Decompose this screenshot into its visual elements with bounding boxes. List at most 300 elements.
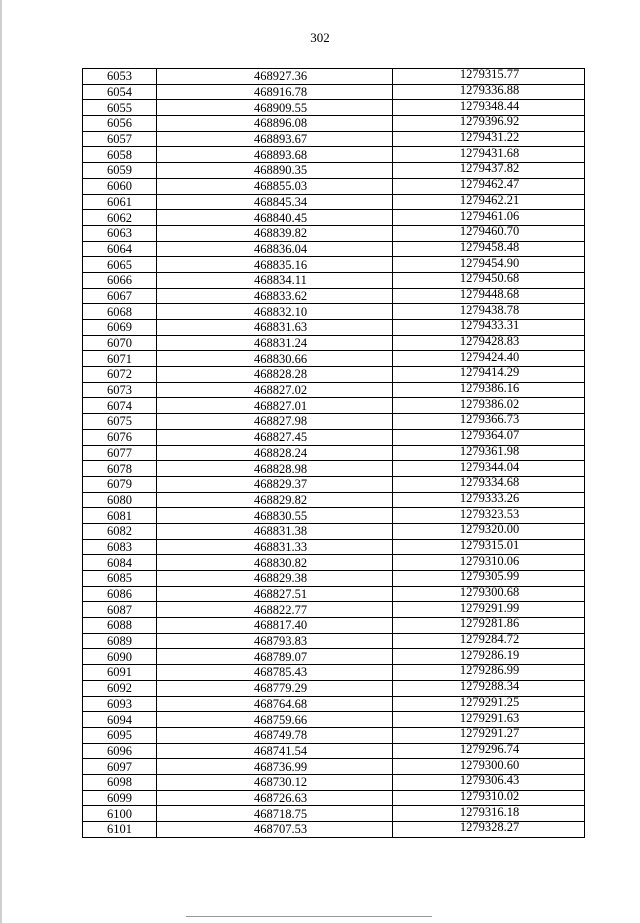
y-coordinate-cell — [393, 461, 585, 477]
point-number-text: 6079 — [107, 477, 132, 492]
y-coordinate-text: 1279291.99 — [459, 601, 520, 615]
y-coordinate-cell — [393, 696, 585, 712]
point-number-text: 6071 — [107, 351, 132, 366]
point-number-cell — [83, 602, 157, 618]
y-coordinate-text: 1279458.48 — [459, 241, 520, 254]
point-number-text: 6062 — [107, 210, 132, 225]
x-coordinate-cell — [157, 790, 393, 806]
table-row — [83, 665, 585, 681]
coordinates-table — [82, 68, 585, 838]
point-number-text: 6090 — [107, 649, 132, 664]
y-coordinate-cell — [393, 131, 585, 147]
point-number-text: 6063 — [107, 226, 132, 241]
table-row — [83, 461, 585, 477]
table-row — [83, 100, 585, 116]
table-row — [83, 351, 585, 367]
point-number-text: 6085 — [107, 571, 132, 586]
point-number-text: 6089 — [107, 634, 132, 649]
y-coordinate-cell — [393, 523, 585, 539]
x-coordinate-text: 468828.28 — [253, 367, 308, 382]
table-row — [83, 225, 585, 241]
table-row — [83, 163, 585, 179]
point-number-cell — [83, 680, 157, 696]
y-coordinate-text: 1279315.01 — [459, 539, 520, 552]
point-number-cell — [83, 539, 157, 555]
x-coordinate-cell — [157, 618, 393, 634]
point-number-cell — [83, 116, 157, 132]
table-row — [83, 445, 585, 461]
point-number-cell — [83, 555, 157, 571]
y-coordinate-cell — [393, 257, 585, 273]
point-number-cell — [83, 492, 157, 508]
y-coordinate-cell — [393, 508, 585, 524]
y-coordinate-text: 1279281.86 — [459, 617, 520, 631]
point-number-text: 6098 — [107, 775, 132, 790]
point-number-text: 6061 — [107, 194, 132, 209]
y-coordinate-text: 1279310.02 — [459, 790, 520, 803]
y-coordinate-text: 1279291.27 — [459, 727, 520, 741]
y-coordinate-cell — [393, 476, 585, 492]
x-coordinate-text: 468779.29 — [253, 681, 308, 696]
x-coordinate-cell — [157, 759, 393, 775]
x-coordinate-text: 468827.01 — [253, 398, 308, 413]
y-coordinate-text: 1279448.68 — [459, 288, 520, 301]
y-coordinate-cell — [393, 178, 585, 194]
point-number-cell — [83, 790, 157, 806]
x-coordinate-text: 468830.55 — [253, 508, 308, 523]
y-coordinate-text: 1279437.82 — [459, 162, 520, 176]
coordinates-table-body — [83, 69, 585, 838]
point-number-cell — [83, 194, 157, 210]
y-coordinate-text: 1279461.06 — [459, 209, 520, 223]
x-coordinate-cell — [157, 257, 393, 273]
x-coordinate-text: 468890.35 — [253, 163, 308, 178]
y-coordinate-text: 1279361.98 — [459, 445, 520, 458]
point-number-text: 6060 — [107, 179, 132, 194]
point-number-cell — [83, 633, 157, 649]
point-number-cell — [83, 523, 157, 539]
point-number-cell — [83, 210, 157, 226]
point-number-cell — [83, 288, 157, 304]
point-number-text: 6073 — [107, 383, 132, 398]
point-number-text: 6086 — [107, 587, 132, 602]
point-number-text: 6099 — [107, 790, 132, 805]
point-number-cell — [83, 727, 157, 743]
table-row — [83, 759, 585, 775]
table-row — [83, 178, 585, 194]
point-number-cell — [83, 696, 157, 712]
x-coordinate-text: 468828.24 — [253, 445, 308, 460]
point-number-cell — [83, 649, 157, 665]
y-coordinate-text: 1279424.40 — [459, 350, 520, 364]
point-number-cell — [83, 586, 157, 602]
x-coordinate-text: 468832.10 — [253, 304, 308, 319]
point-number-cell — [83, 100, 157, 116]
y-coordinate-text: 1279310.06 — [459, 554, 520, 568]
y-coordinate-cell — [393, 84, 585, 100]
table-row — [83, 602, 585, 618]
table-row — [83, 555, 585, 571]
point-number-cell — [83, 806, 157, 822]
x-coordinate-cell — [157, 272, 393, 288]
x-coordinate-text: 468834.11 — [254, 273, 307, 288]
x-coordinate-text: 468927.36 — [253, 69, 308, 84]
y-coordinate-text: 1279386.16 — [459, 382, 520, 396]
x-coordinate-cell — [157, 100, 393, 116]
y-coordinate-cell — [393, 163, 585, 179]
point-number-cell — [83, 147, 157, 163]
y-coordinate-cell — [393, 759, 585, 775]
x-coordinate-text: 468827.02 — [253, 383, 308, 398]
point-number-text: 6080 — [107, 492, 132, 507]
x-coordinate-cell — [157, 288, 393, 304]
point-number-cell — [83, 225, 157, 241]
point-number-text: 6094 — [107, 712, 132, 727]
y-coordinate-text: 1279438.78 — [459, 303, 520, 317]
table-row — [83, 523, 585, 539]
y-coordinate-cell — [393, 790, 585, 806]
point-number-text: 6101 — [107, 822, 132, 837]
x-coordinate-cell — [157, 69, 393, 85]
table-row — [83, 241, 585, 257]
point-number-cell — [83, 320, 157, 336]
table-row — [83, 116, 585, 132]
point-number-text: 6059 — [107, 163, 132, 178]
y-coordinate-text: 1279306.43 — [459, 774, 520, 788]
x-coordinate-text: 468893.68 — [253, 147, 308, 162]
y-coordinate-text: 1279286.99 — [459, 664, 520, 678]
y-coordinate-text: 1279364.07 — [459, 429, 520, 443]
point-number-text: 6100 — [107, 806, 132, 821]
y-coordinate-text: 1279460.70 — [459, 225, 520, 239]
y-coordinate-cell — [393, 539, 585, 555]
table-row — [83, 508, 585, 524]
point-number-text: 6074 — [107, 398, 132, 413]
x-coordinate-cell — [157, 571, 393, 587]
x-coordinate-cell — [157, 367, 393, 383]
point-number-cell — [83, 335, 157, 351]
x-coordinate-text: 468855.03 — [253, 179, 308, 194]
table-row — [83, 712, 585, 728]
point-number-cell — [83, 665, 157, 681]
point-number-text: 6069 — [107, 320, 132, 335]
table-row — [83, 304, 585, 320]
x-coordinate-text: 468831.63 — [253, 320, 308, 335]
table-row — [83, 696, 585, 712]
x-coordinate-cell — [157, 586, 393, 602]
point-number-text: 6068 — [107, 304, 132, 319]
x-coordinate-text: 468726.63 — [253, 790, 308, 805]
y-coordinate-text: 1279462.47 — [459, 178, 520, 192]
y-coordinate-cell — [393, 618, 585, 634]
y-coordinate-text: 1279462.21 — [459, 194, 520, 207]
point-number-cell — [83, 476, 157, 492]
y-coordinate-cell — [393, 712, 585, 728]
y-coordinate-cell — [393, 727, 585, 743]
point-number-text: 6092 — [107, 681, 132, 696]
y-coordinate-cell — [393, 774, 585, 790]
y-coordinate-text: 1279334.68 — [459, 476, 520, 490]
point-number-text: 6054 — [107, 85, 132, 100]
x-coordinate-cell — [157, 696, 393, 712]
table-row — [83, 618, 585, 634]
y-coordinate-text: 1279344.04 — [459, 460, 520, 474]
x-coordinate-cell — [157, 743, 393, 759]
point-number-text: 6065 — [107, 257, 132, 272]
table-row — [83, 367, 585, 383]
x-coordinate-text: 468829.82 — [253, 492, 308, 507]
x-coordinate-cell — [157, 147, 393, 163]
table-row — [83, 571, 585, 587]
y-coordinate-text: 1279431.22 — [459, 131, 520, 145]
table-row — [83, 743, 585, 759]
table-row — [83, 288, 585, 304]
y-coordinate-text: 1279454.90 — [459, 256, 520, 270]
x-coordinate-text: 468785.43 — [253, 665, 308, 680]
x-coordinate-cell — [157, 727, 393, 743]
y-coordinate-cell — [393, 492, 585, 508]
x-coordinate-text: 468829.38 — [253, 571, 308, 586]
point-number-cell — [83, 257, 157, 273]
x-coordinate-cell — [157, 523, 393, 539]
y-coordinate-cell — [393, 304, 585, 320]
y-coordinate-cell — [393, 225, 585, 241]
table-row — [83, 806, 585, 822]
y-coordinate-text: 1279431.68 — [459, 146, 520, 160]
scan-edge — [0, 0, 2, 923]
x-coordinate-text: 468828.98 — [253, 461, 308, 476]
y-coordinate-cell — [393, 147, 585, 163]
x-coordinate-cell — [157, 665, 393, 681]
table-row — [83, 774, 585, 790]
y-coordinate-cell — [393, 116, 585, 132]
y-coordinate-cell — [393, 272, 585, 288]
y-coordinate-text: 1279284.72 — [459, 633, 520, 647]
table-row — [83, 414, 585, 430]
x-coordinate-text: 468830.82 — [253, 555, 308, 570]
table-row — [83, 84, 585, 100]
table-row — [83, 320, 585, 336]
x-coordinate-text: 468736.99 — [253, 759, 308, 774]
point-number-cell — [83, 414, 157, 430]
y-coordinate-cell — [393, 571, 585, 587]
y-coordinate-cell — [393, 288, 585, 304]
y-coordinate-text: 1279300.68 — [459, 586, 520, 600]
y-coordinate-cell — [393, 335, 585, 351]
y-coordinate-text: 1279386.02 — [459, 397, 520, 411]
x-coordinate-text: 468916.78 — [253, 85, 308, 100]
x-coordinate-cell — [157, 116, 393, 132]
y-coordinate-text: 1279348.44 — [459, 99, 520, 113]
x-coordinate-cell — [157, 445, 393, 461]
y-coordinate-text: 1279315.77 — [459, 68, 520, 82]
x-coordinate-text: 468718.75 — [253, 806, 308, 821]
point-number-cell — [83, 712, 157, 728]
x-coordinate-text: 468741.54 — [253, 743, 308, 758]
x-coordinate-cell — [157, 320, 393, 336]
y-coordinate-text: 1279414.29 — [459, 366, 520, 380]
x-coordinate-cell — [157, 508, 393, 524]
x-coordinate-text: 468793.83 — [253, 634, 308, 649]
x-coordinate-text: 468759.66 — [253, 712, 308, 727]
x-coordinate-text: 468893.67 — [253, 132, 308, 147]
x-coordinate-text: 468896.08 — [253, 116, 308, 131]
y-coordinate-cell — [393, 822, 585, 838]
x-coordinate-cell — [157, 712, 393, 728]
y-coordinate-text: 1279323.53 — [459, 507, 520, 521]
point-number-text: 6096 — [107, 743, 132, 758]
point-number-text: 6084 — [107, 555, 132, 570]
x-coordinate-cell — [157, 429, 393, 445]
y-coordinate-cell — [393, 367, 585, 383]
point-number-text: 6091 — [107, 665, 132, 680]
y-coordinate-text: 1279433.31 — [459, 319, 520, 333]
y-coordinate-text: 1279291.63 — [459, 711, 520, 725]
table-row — [83, 147, 585, 163]
point-number-text: 6076 — [107, 430, 132, 445]
x-coordinate-cell — [157, 163, 393, 179]
point-number-text: 6072 — [107, 367, 132, 382]
x-coordinate-text: 468833.62 — [253, 288, 308, 303]
point-number-text: 6097 — [107, 759, 132, 774]
y-coordinate-cell — [393, 241, 585, 257]
table-row — [83, 272, 585, 288]
table-row — [83, 727, 585, 743]
x-coordinate-cell — [157, 304, 393, 320]
y-coordinate-cell — [393, 806, 585, 822]
x-coordinate-cell — [157, 680, 393, 696]
table-row — [83, 131, 585, 147]
x-coordinate-cell — [157, 774, 393, 790]
y-coordinate-cell — [393, 602, 585, 618]
y-coordinate-cell — [393, 210, 585, 226]
x-coordinate-text: 468707.53 — [253, 822, 308, 837]
x-coordinate-text: 468827.98 — [253, 414, 308, 429]
y-coordinate-text: 1279288.34 — [459, 680, 520, 694]
y-coordinate-text: 1279316.18 — [459, 805, 520, 819]
y-coordinate-text: 1279336.88 — [459, 84, 520, 98]
y-coordinate-cell — [393, 649, 585, 665]
point-number-cell — [83, 822, 157, 838]
table-row — [83, 649, 585, 665]
x-coordinate-cell — [157, 633, 393, 649]
x-coordinate-cell — [157, 84, 393, 100]
point-number-text: 6078 — [107, 461, 132, 476]
x-coordinate-text: 468789.07 — [253, 649, 308, 664]
bottom-rule — [186, 916, 432, 917]
x-coordinate-cell — [157, 806, 393, 822]
x-coordinate-cell — [157, 555, 393, 571]
x-coordinate-cell — [157, 492, 393, 508]
point-number-cell — [83, 759, 157, 775]
table-row — [83, 194, 585, 210]
y-coordinate-cell — [393, 665, 585, 681]
table-row — [83, 476, 585, 492]
y-coordinate-text: 1279450.68 — [459, 272, 520, 286]
point-number-cell — [83, 774, 157, 790]
point-number-cell — [83, 69, 157, 85]
x-coordinate-cell — [157, 210, 393, 226]
x-coordinate-text: 468829.37 — [253, 477, 308, 492]
table-row — [83, 586, 585, 602]
point-number-text: 6093 — [107, 696, 132, 711]
x-coordinate-text: 468835.16 — [253, 257, 308, 272]
table-row — [83, 69, 585, 85]
table-row — [83, 398, 585, 414]
point-number-text: 6056 — [107, 116, 132, 131]
y-coordinate-text: 1279296.74 — [459, 743, 520, 756]
table-row — [83, 633, 585, 649]
point-number-text: 6083 — [107, 539, 132, 554]
x-coordinate-text: 468831.38 — [253, 524, 308, 539]
table-row — [83, 257, 585, 273]
x-coordinate-cell — [157, 414, 393, 430]
x-coordinate-cell — [157, 131, 393, 147]
y-coordinate-cell — [393, 414, 585, 430]
x-coordinate-text: 468827.51 — [253, 587, 308, 602]
x-coordinate-text: 468831.24 — [253, 336, 308, 351]
x-coordinate-text: 468909.55 — [253, 100, 308, 115]
point-number-cell — [83, 351, 157, 367]
x-coordinate-cell — [157, 602, 393, 618]
y-coordinate-text: 1279428.83 — [459, 335, 520, 349]
point-number-text: 6058 — [107, 147, 132, 162]
x-coordinate-text: 468749.78 — [253, 728, 308, 743]
y-coordinate-text: 1279366.73 — [459, 413, 520, 427]
point-number-text: 6066 — [107, 273, 132, 288]
x-coordinate-cell — [157, 461, 393, 477]
point-number-cell — [83, 445, 157, 461]
point-number-text: 6067 — [107, 288, 132, 303]
point-number-text: 6053 — [107, 69, 132, 84]
x-coordinate-cell — [157, 194, 393, 210]
point-number-cell — [83, 367, 157, 383]
table-row — [83, 539, 585, 555]
y-coordinate-cell — [393, 100, 585, 116]
page-number: 302 — [310, 30, 330, 45]
x-coordinate-text: 468831.33 — [253, 539, 308, 554]
point-number-cell — [83, 382, 157, 398]
point-number-cell — [83, 398, 157, 414]
y-coordinate-cell — [393, 429, 585, 445]
table-row — [83, 822, 585, 838]
y-coordinate-text: 1279286.19 — [459, 648, 520, 662]
point-number-cell — [83, 272, 157, 288]
x-coordinate-cell — [157, 382, 393, 398]
y-coordinate-text: 1279291.25 — [459, 696, 520, 709]
point-number-text: 6081 — [107, 508, 132, 523]
x-coordinate-text: 468730.12 — [253, 775, 308, 790]
point-number-text: 6082 — [107, 524, 132, 539]
point-number-text: 6055 — [107, 100, 132, 115]
y-coordinate-cell — [393, 351, 585, 367]
point-number-cell — [83, 84, 157, 100]
y-coordinate-cell — [393, 743, 585, 759]
table-row — [83, 790, 585, 806]
table-row — [83, 429, 585, 445]
point-number-text: 6088 — [107, 618, 132, 633]
point-number-cell — [83, 304, 157, 320]
x-coordinate-text: 468827.45 — [253, 430, 308, 445]
x-coordinate-cell — [157, 178, 393, 194]
point-number-cell — [83, 429, 157, 445]
x-coordinate-text: 468839.82 — [253, 226, 308, 241]
point-number-cell — [83, 571, 157, 587]
y-coordinate-cell — [393, 398, 585, 414]
x-coordinate-cell — [157, 649, 393, 665]
x-coordinate-cell — [157, 476, 393, 492]
x-coordinate-cell — [157, 241, 393, 257]
